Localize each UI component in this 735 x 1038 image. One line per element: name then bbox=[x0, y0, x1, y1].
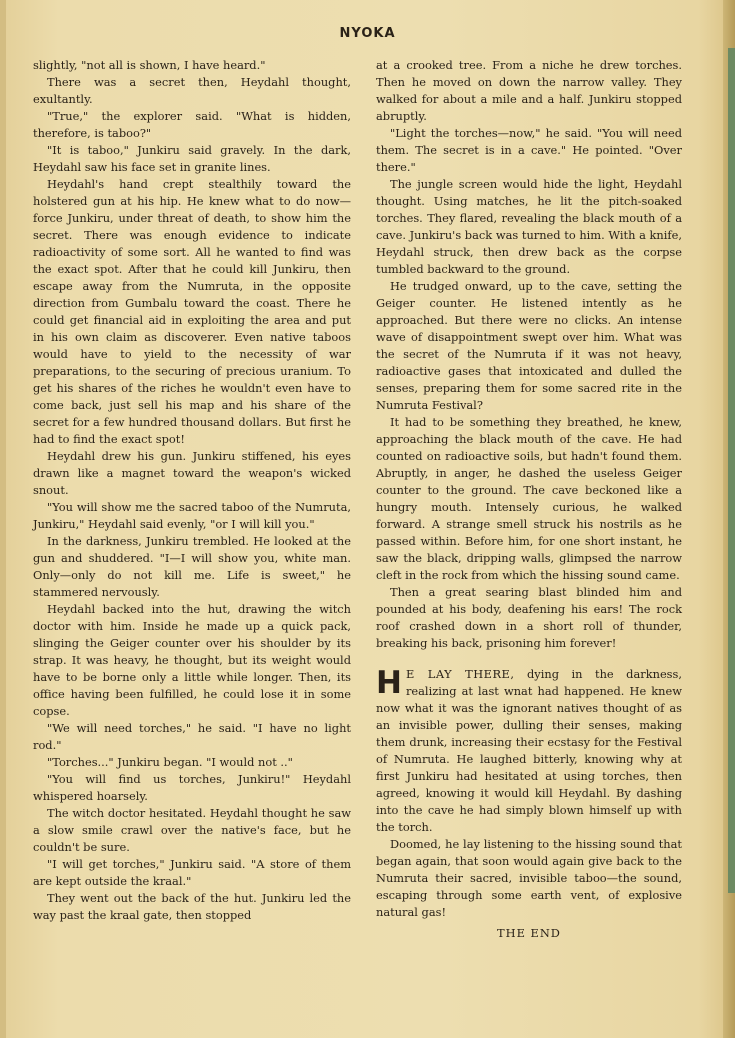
paragraph: "Light the torches—now," he said. "You will need them. The secret is in a cave." He pointed. "Over there." bbox=[376, 126, 682, 174]
paragraph: "We will need torches," he said. "I have no light rod." bbox=[33, 721, 351, 752]
final-section-body: dying in the darkness, realizing at last wnat had happened. He knew now what it was the ignorant natives thought of as an invisible power, dulling their senses, making them drunk, increasing their ecstasy for the Festival of Numruta. He laughed bitterly, knowing why at first Junkiru had hesitated at using torches, then agreed, knowing it would kill Heydahl. By dashing into the cave he had simply blown himself up with the torch. bbox=[376, 667, 682, 834]
paragraph: "True," the explorer said. "What is hidden, therefore, is taboo?" bbox=[33, 109, 351, 140]
paragraph: "Torches..." Junkiru began. "I would not .." bbox=[47, 755, 293, 769]
paragraph: Then a great searing blast blinded him and pounded at his body, deafening his ears! The rock roof crashed down in a short roll of thunder, breaking his back, prisoning him forever! bbox=[376, 585, 682, 650]
drop-cap: H bbox=[376, 665, 402, 701]
paragraph: slightly, "not all is shown, I have heard." bbox=[33, 58, 266, 72]
paragraph: Heydahl drew his gun. Junkiru stiffened, his eyes drawn like a magnet toward the weapon's wicked snout. bbox=[33, 449, 351, 497]
page-left-edge bbox=[0, 0, 6, 1038]
paragraph: There was a secret then, Heydahl thought, exultantly. bbox=[33, 75, 351, 106]
paragraph: The jungle screen would hide the light, Heydahl thought. Using matches, he lit the pitch-soaked torches. They flared, revealing the black mouth of a cave. Junkiru's back was turned to him. With a knife, Heydahl struck, then drew back as the corpse tumbled backward to the ground. bbox=[376, 177, 682, 276]
running-header: NYOKA bbox=[339, 26, 396, 41]
paragraph: "You will show me the sacred taboo of the Numruta, Junkiru," Heydahl said evenly, "or I will kill you." bbox=[33, 500, 351, 531]
section-break bbox=[376, 652, 682, 666]
lead-in: E LAY THERE, bbox=[405, 667, 515, 681]
right-column bbox=[376, 57, 682, 942]
paragraph: The witch doctor hesitated. Heydahl thought he saw a slow smile crawl over the native's face, but he couldn't be sure. bbox=[33, 806, 351, 854]
paragraph: They went out the back of the hut. Junkiru led the way past the kraal gate, then stopped bbox=[33, 891, 351, 922]
paragraph: "You will find us torches, Junkiru!" Heydahl whispered hoarsely. bbox=[33, 772, 351, 803]
paragraph: "It is taboo," Junkiru said gravely. In the dark, Heydahl saw his face set in granite lines. bbox=[33, 143, 351, 174]
paragraph: In the darkness, Junkiru trembled. He looked at the gun and shuddered. "I—I will show you, white man. Only—only do not kill me. Life is sweet," he stammered nervously. bbox=[33, 534, 351, 599]
next-page-sliver bbox=[728, 48, 735, 893]
paragraph: It had to be something they breathed, he knew, approaching the black mouth of the cave. He had counted on radioactive soils, but hadn't found them. Abruptly, in anger, he dashed the useless Geiger counter to the ground. The cave beckoned like a hungry mouth. Intensely curious, he walked forward. A strange smell struck his nostrils as he passed within. Before him, for one short instant, he saw the black, dripping walls, glimpsed the narrow cleft in the rock from which the hissing sound came. bbox=[376, 415, 682, 582]
paragraph: He trudged onward, up to the cave, setting the Geiger counter. He listened intently as he approached. But there were no clicks. An intense wave of disappointment swept over him. What was the secret of the Numruta if it was not heavy, radioactive gases that intoxicated and dulled the senses, preparing them for some sacred rite in the Numruta Festival? bbox=[376, 279, 682, 412]
paragraph: at a crooked tree. From a niche he drew torches. Then he moved on down the narrow valley. They walked for about a mile and a half. Junkiru stopped abruptly. bbox=[376, 58, 682, 123]
paragraph: Heydahl's hand crept stealthily toward the holstered gun at his hip. He knew what to do now—force Junkiru, under threat of death, to show him the secret. There was enough evidence to indicate radioactivity of some sort. All he wanted to find was the exact spot. After that he could kill Junkiru, then escape away from the Numruta, in the opposite direction from Gumbalu toward the coast. There he could get financial aid in exploiting the area and put in his own claim as discoverer. Even native taboos would have to yield to the necessity of war preparations, to the securing of precious uranium. To get his shares of the riches he wouldn't even have to come back, just sell his map and his share of the secret for a few hundred thousand dollars. But first he had to find the exact spot! bbox=[33, 177, 351, 446]
paragraph: "I will get torches," Junkiru said. "A store of them are kept outside the kraal." bbox=[33, 857, 351, 888]
paragraph: Heydahl backed into the hut, drawing the witch doctor with him. Inside he made up a quick pack, slinging the Geiger counter over his shoulder by its strap. It was heavy, he thought, but its weight would have to be borne only a little while longer. Then, its office having been fulfilled, he could lose it in some copse. bbox=[33, 602, 351, 718]
left-column bbox=[33, 57, 351, 924]
paragraph: Doomed, he lay listening to the hissing sound that began again, that soon would again give back to the Numruta their sacred, invisible taboo—the sound, escaping through some earth vent, of explosive natural gas! bbox=[376, 837, 682, 919]
final-section-paragraph bbox=[376, 666, 682, 836]
the-end: THE END bbox=[497, 926, 561, 940]
